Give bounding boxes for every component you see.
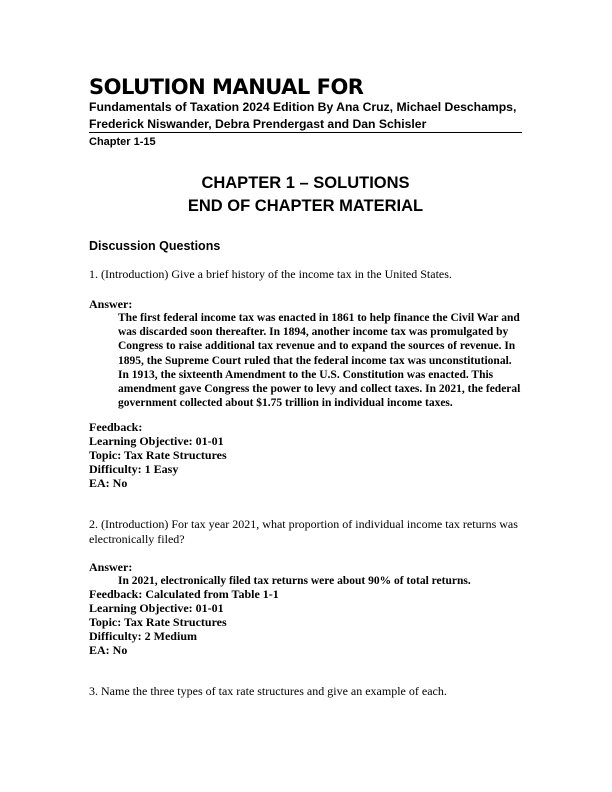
answer-label-2: Answer:	[89, 560, 133, 574]
difficulty-2: Difficulty: 2 Medium	[89, 629, 197, 643]
book-subtitle: Fundamentals of Taxation 2024 Edition By Ana Cruz, Michael Deschamps, Frederick Niswander, Debra Prendergast and Dan Schisler	[89, 100, 517, 131]
difficulty-1: Difficulty: 1 Easy	[89, 462, 179, 476]
question-3: 3. Name the three types of tax rate structures and give an example of each.	[89, 684, 447, 698]
answer-text-1: The first federal income tax was enacted in 1861 to help finance the Civil War and was discarded soon thereafter. In 1894, another income tax was promulgated by Congress to raise additional tax revenue and to expand the sources of revenue. In 1895, the Supreme Court ruled that the federal income tax was unconstitutional. In 1913, the sixteenth Amendment to the U.S. Constitution was enacted. This amendment gave Congress the power to levy and collect taxes. In 2021, the federal government collected about $1.75 trillion in individual income taxes.	[118, 312, 521, 410]
topic-1: Topic: Tax Rate Structures	[89, 448, 227, 462]
question-1: 1. (Introduction) Give a brief history of the income tax in the United States.	[89, 267, 452, 281]
feedback-1: Feedback:	[89, 420, 143, 434]
page-title: SOLUTION MANUAL FOR	[89, 75, 364, 99]
chapter-range: Chapter 1-15	[89, 136, 156, 148]
section-title: Discussion Questions	[89, 239, 221, 253]
question-2: 2. (Introduction) For tax year 2021, what proportion of individual income tax returns was electronically filed?	[89, 517, 518, 546]
topic-2: Topic: Tax Rate Structures	[89, 615, 227, 629]
ea-2: EA: No	[89, 643, 128, 657]
answer-label-1: Answer:	[89, 297, 133, 311]
ea-1: EA: No	[89, 476, 128, 490]
chapter-subheading: END OF CHAPTER MATERIAL	[187, 197, 424, 215]
feedback-2: Feedback: Calculated from Table 1-1	[89, 587, 279, 601]
chapter-heading: CHAPTER 1 – SOLUTIONS	[201, 174, 410, 192]
learning-objective-2: Learning Objective: 01-01	[89, 601, 224, 615]
answer-text-2: In 2021, electronically filed tax returns were about 90% of total returns.	[118, 575, 471, 587]
learning-objective-1: Learning Objective: 01-01	[89, 434, 224, 448]
header-divider	[89, 132, 522, 133]
